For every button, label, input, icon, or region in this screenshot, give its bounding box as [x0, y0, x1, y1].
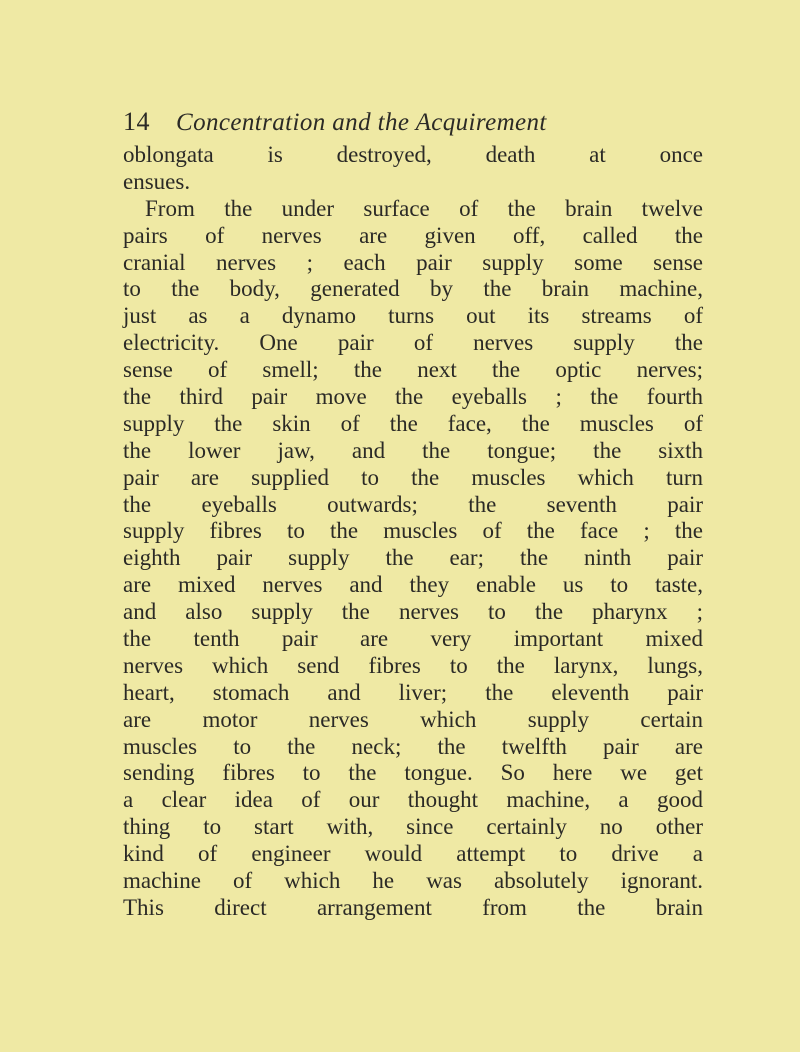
- text-line: pair are supplied to the muscles which turn: [123, 464, 703, 490]
- text-line: pairs of nerves are given off, called the: [123, 222, 703, 248]
- text-line: are mixed nerves and they enable us to taste,: [123, 572, 703, 598]
- text-line: heart, stomach and liver; the eleventh pair: [123, 679, 703, 705]
- text-line: cranial nerves ; each pair supply some sense: [123, 249, 703, 275]
- text-line: sense of smell; the next the optic nerves;: [123, 357, 703, 383]
- text-line: the lower jaw, and the tongue; the sixth: [123, 437, 703, 463]
- text-line: nerves which send fibres to the larynx, lungs,: [123, 652, 703, 678]
- text-line: sending fibres to the tongue. So here we get: [123, 760, 703, 786]
- text-line: machine of which he was absolutely ignorant.: [123, 868, 703, 894]
- running-head: [123, 104, 703, 140]
- text-line: just as a dynamo turns out its streams of: [123, 303, 703, 329]
- text-line: are motor nerves which supply certain: [123, 706, 703, 732]
- text-line: electricity. One pair of nerves supply the: [123, 330, 703, 356]
- text-line: This direct arrangement from the brain: [123, 894, 703, 920]
- text-line: From the under surface of the brain twelve: [145, 195, 703, 221]
- text-line: muscles to the neck; the twelfth pair are: [123, 733, 703, 759]
- text-line: and also supply the nerves to the pharynx ;: [123, 599, 703, 625]
- text-line: eighth pair supply the ear; the ninth pair: [123, 545, 703, 571]
- text-line: supply the skin of the face, the muscles of: [123, 410, 703, 436]
- text-line: to the body, generated by the brain machine,: [123, 276, 703, 302]
- text-line: supply fibres to the muscles of the face ; the: [123, 518, 703, 544]
- text-line: thing to start with, since certainly no other: [123, 814, 703, 840]
- running-title: Concentration and the Acquirement: [176, 109, 547, 136]
- text-line: kind of engineer would attempt to drive a: [123, 841, 703, 867]
- text-line: a clear idea of our thought machine, a good: [123, 787, 703, 813]
- text-line: the third pair move the eyeballs ; the fourth: [123, 384, 703, 410]
- page-number: 14: [123, 107, 150, 136]
- text-line: ensues.: [123, 168, 191, 194]
- text-line: the eyeballs outwards; the seventh pair: [123, 491, 703, 517]
- body-text: [123, 142, 703, 922]
- text-line: the tenth pair are very important mixed: [123, 626, 703, 652]
- text-line: oblongata is destroyed, death at once: [123, 142, 703, 167]
